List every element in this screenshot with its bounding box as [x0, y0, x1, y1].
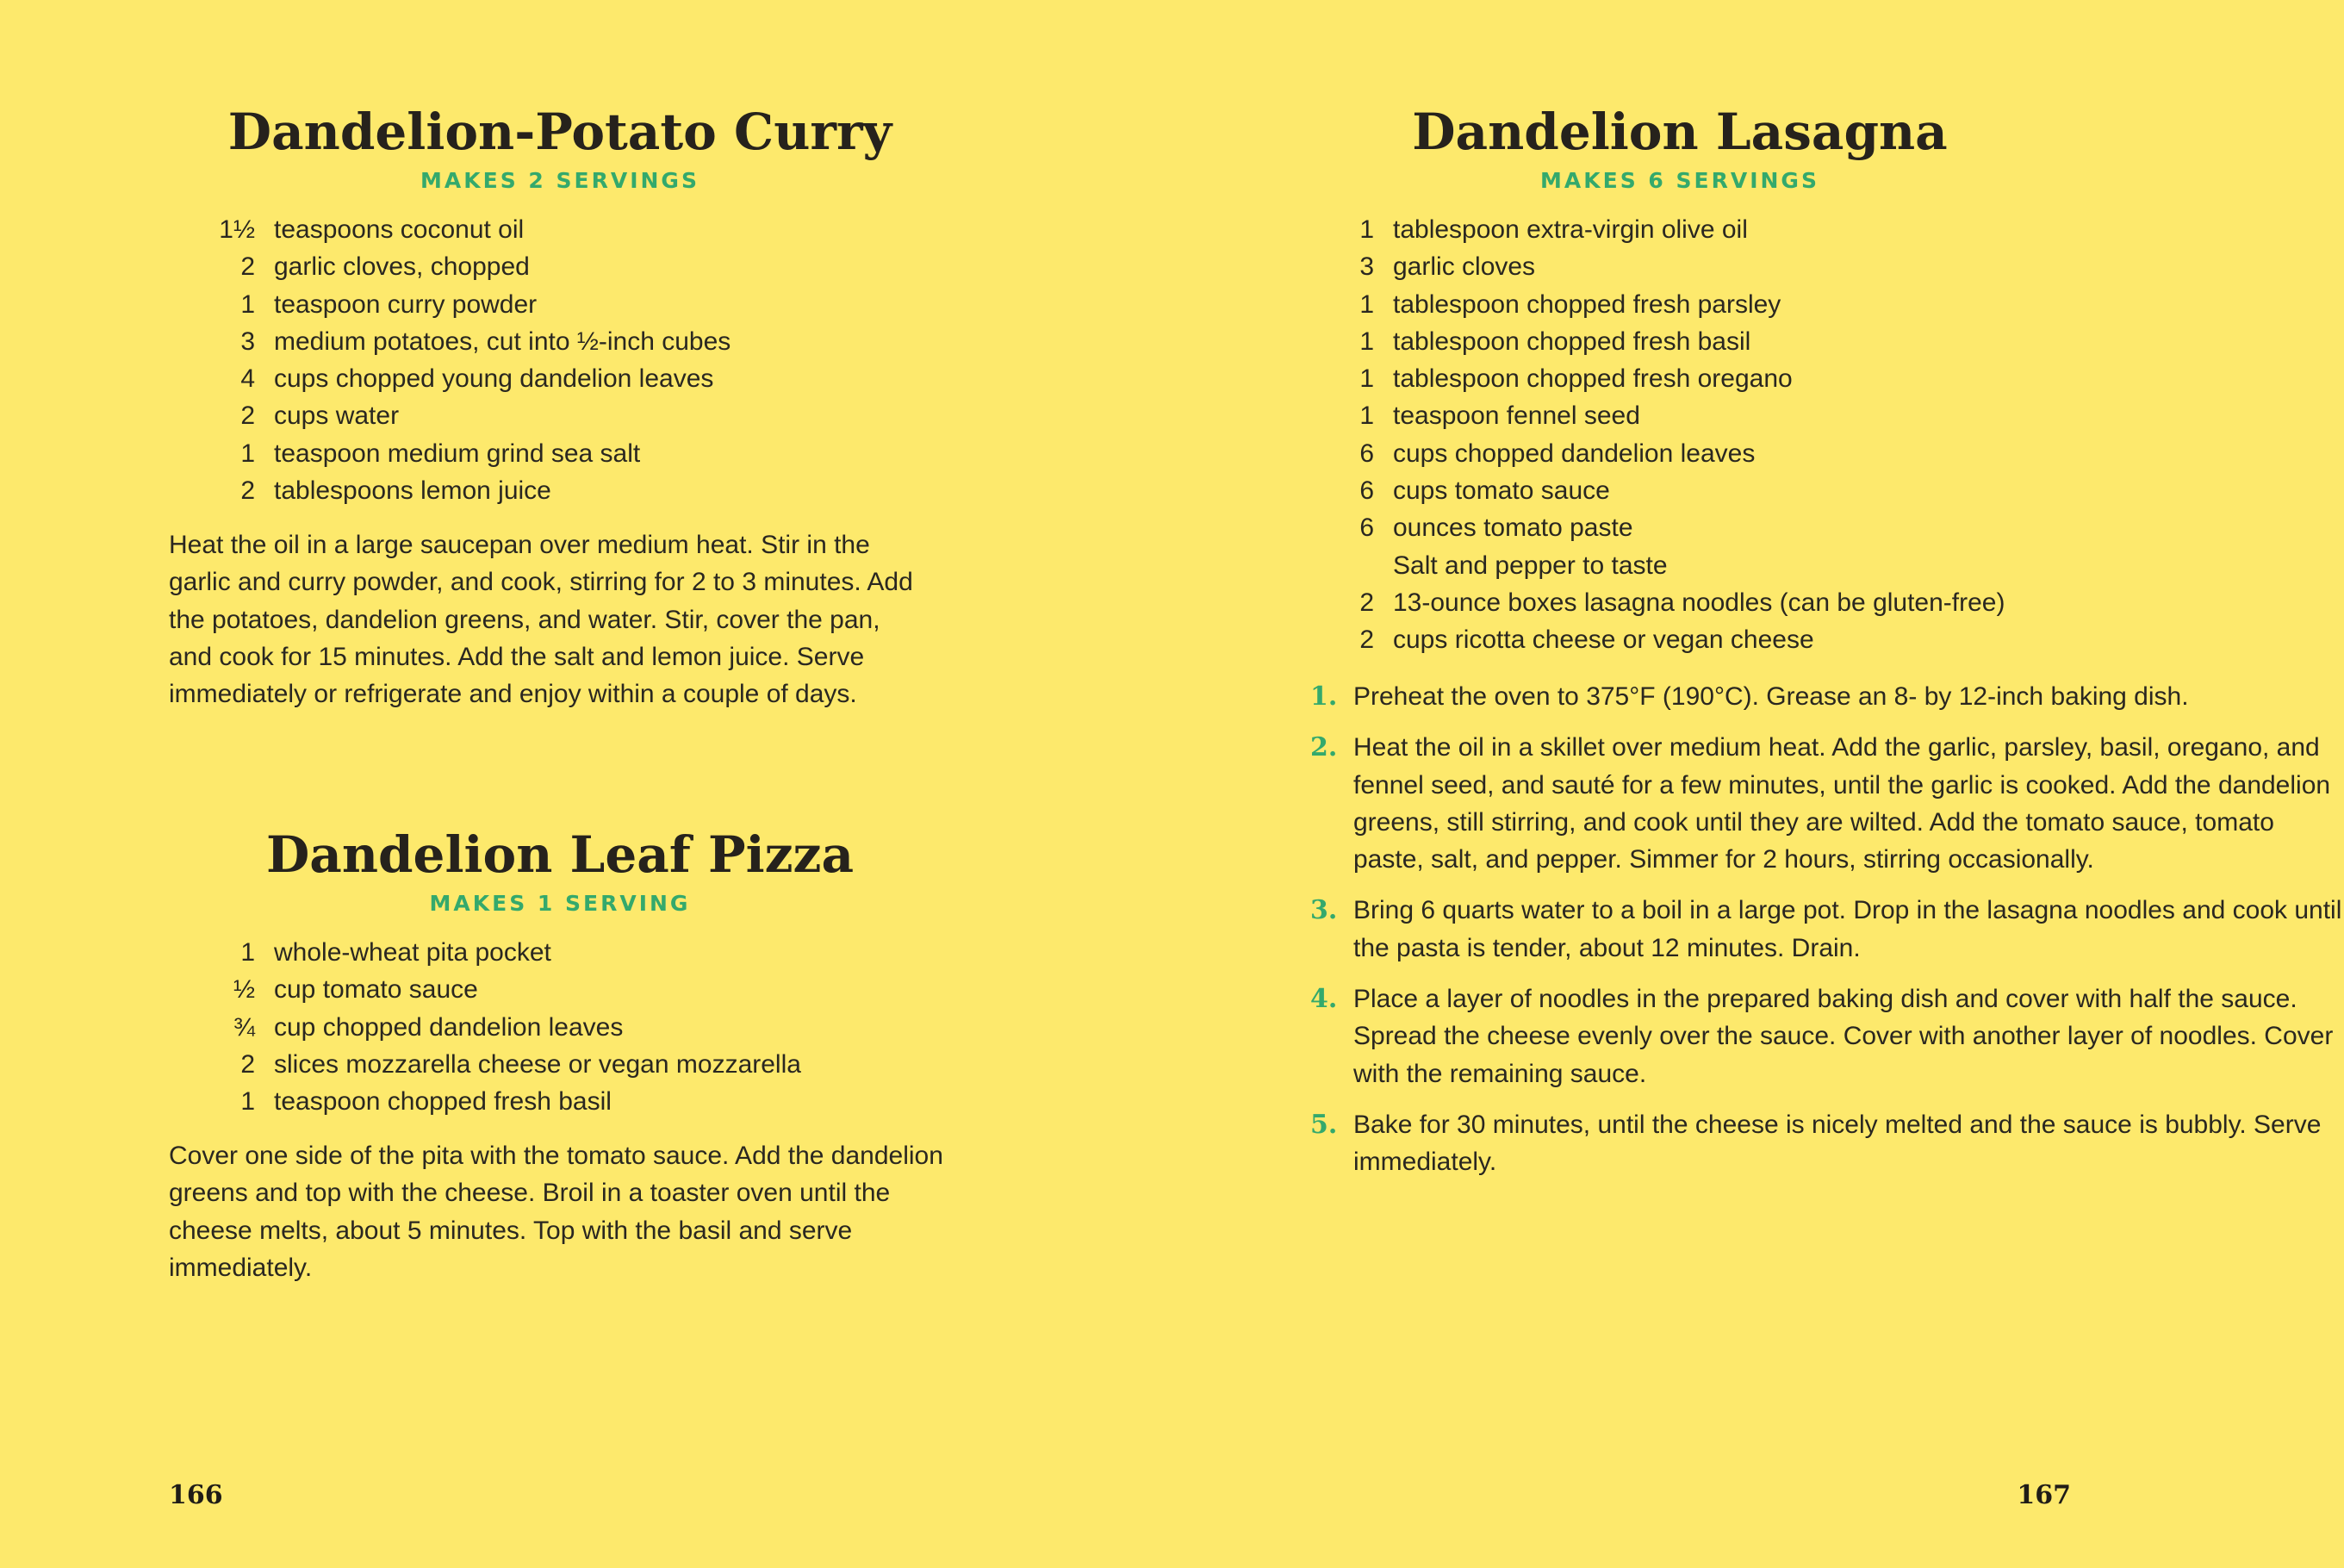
lasagna-steps — [1310, 678, 2344, 1195]
ingredient-item — [240, 472, 731, 509]
step-number: 4. — [1310, 984, 1338, 1015]
curry-instructions: Heat the oil in a large saucepan over medium heat. Stir in the garlic and curry powder, and cook, stirring for 2 to 3 minutes. Add the potatoes, dandelion greens, and water. Stir, cover the pan, and cook for 15 minutes. Add the salt and lemon juice. Serve immediately or refrigerate and enjoy within a couple of days. — [169, 531, 913, 709]
ingredient-qty: 6 — [1359, 439, 1374, 468]
ingredient-item — [240, 248, 731, 285]
step-number: 5. — [1310, 1109, 1338, 1140]
ingredient-qty: 1 — [1359, 327, 1374, 356]
ingredient-text: cup chopped dandelion leaves — [274, 1012, 624, 1042]
ingredient-qty: 3 — [1359, 252, 1374, 282]
ingredient-item — [240, 286, 731, 323]
ingredient-item — [1359, 323, 2005, 360]
ingredient-text: cups water — [274, 401, 400, 431]
step-text: Heat the oil in a skillet over medium heat. Add the garlic, parsley, basil, oregano, and fennel seed, and sauté for a few minutes, until the garlic is cooked. Add the dandelion greens, still stirring, and cook until they are wilted. Add the tomato sauce, tomato paste, salt, and pepper. Simmer for 2 hours, stirring occasionally. — [1353, 733, 2331, 874]
ingredient-item — [1359, 211, 2005, 248]
step-number: 2. — [1310, 732, 1338, 763]
step-text: Place a layer of noodles in the prepared baking dish and cover with half the sauce. Spread the cheese evenly over the sauce. Cover with another layer of noodles. Cover with the remaining sauce. — [1353, 985, 2334, 1088]
ingredient-text: teaspoon fennel seed — [1393, 401, 1640, 431]
ingredient-text: teaspoon medium grind sea salt — [274, 439, 641, 468]
ingredient-qty: 1 — [240, 938, 255, 967]
ingredient-qty: 1 — [240, 439, 255, 468]
ingredient-qty: 2 — [1359, 588, 1374, 617]
ingredient-text: slices mozzarella cheese or vegan mozzarella — [274, 1049, 801, 1079]
ingredient-item — [240, 397, 731, 434]
ingredient-text: garlic cloves — [1393, 252, 1536, 282]
curry-ingredient-list — [219, 211, 731, 509]
ingredient-qty: 1 — [1359, 364, 1374, 394]
ingredient-text: cups chopped dandelion leaves — [1393, 439, 1756, 468]
ingredient-item — [240, 1083, 801, 1120]
ingredient-item — [1393, 547, 2005, 584]
ingredient-qty: ½ — [233, 975, 255, 1005]
ingredient-item — [240, 1046, 801, 1083]
step-number: 3. — [1310, 895, 1338, 926]
ingredient-text: ounces tomato paste — [1393, 513, 1633, 543]
ingredient-item — [1359, 472, 2005, 509]
step-item — [1310, 892, 2344, 967]
ingredient-text: teaspoon curry powder — [274, 289, 538, 319]
curry-servings: MAKES 2 SERVINGS — [420, 168, 699, 193]
ingredient-qty: 3 — [240, 327, 255, 356]
lasagna-servings: MAKES 6 SERVINGS — [1540, 168, 1819, 193]
ingredient-item — [240, 323, 731, 360]
ingredient-text: teaspoons coconut oil — [274, 215, 525, 244]
ingredient-text: cups ricotta cheese or vegan cheese — [1393, 625, 1814, 655]
right-page — [1120, 0, 2342, 1568]
ingredient-qty: 4 — [240, 364, 255, 394]
ingredient-text: cups tomato sauce — [1393, 476, 1610, 506]
left-page — [0, 0, 1120, 1568]
ingredient-qty: ¾ — [233, 1012, 255, 1042]
ingredient-item — [1359, 621, 2005, 658]
ingredient-qty: 6 — [1359, 476, 1374, 506]
ingredient-qty: 6 — [1359, 513, 1374, 543]
pizza-instructions: Cover one side of the pita with the tomato sauce. Add the dandelion greens and top with the cheese. Broil in a toaster oven until the cheese melts, about 5 minutes. Top with the basil and serve immediately. — [169, 1142, 943, 1282]
ingredient-text: tablespoon chopped fresh parsley — [1393, 289, 1781, 319]
ingredient-qty: 2 — [240, 1049, 255, 1079]
pizza-title: Dandelion Leaf Pizza — [265, 825, 855, 884]
step-number: 1. — [1310, 681, 1338, 712]
step-item — [1310, 1106, 2344, 1181]
lasagna-title: Dandelion Lasagna — [1412, 103, 1948, 161]
ingredient-text: Salt and pepper to taste — [1393, 551, 1668, 580]
ingredient-qty: 1½ — [219, 215, 255, 244]
ingredient-text: 13-ounce boxes lasagna noodles (can be gluten-free) — [1393, 588, 2005, 617]
step-item — [1310, 678, 2344, 715]
ingredient-text: tablespoon chopped fresh basil — [1393, 327, 1751, 356]
step-item — [1310, 729, 2344, 878]
ingredient-qty: 1 — [1359, 401, 1374, 431]
ingredient-qty: 2 — [240, 252, 255, 282]
ingredient-item — [1359, 248, 2005, 285]
ingredient-qty: 1 — [1359, 289, 1374, 319]
step-text: Preheat the oven to 375°F (190°C). Grease an 8- by 12-inch baking dish. — [1353, 682, 2189, 711]
ingredient-qty: 2 — [1359, 625, 1374, 655]
ingredient-qty: 1 — [240, 1087, 255, 1117]
ingredient-text: tablespoons lemon juice — [274, 476, 551, 506]
ingredient-item — [219, 211, 731, 248]
ingredient-item — [1359, 509, 2005, 546]
step-text: Bake for 30 minutes, until the cheese is nicely melted and the sauce is bubbly. Serve immediately. — [1353, 1110, 2322, 1177]
ingredient-text: garlic cloves, chopped — [274, 252, 530, 282]
lasagna-ingredient-list — [1359, 211, 2005, 659]
ingredient-text: cups chopped young dandelion leaves — [274, 364, 714, 394]
ingredient-item — [1359, 435, 2005, 472]
pizza-servings: MAKES 1 SERVING — [429, 891, 691, 916]
pizza-ingredient-list — [233, 934, 801, 1120]
ingredient-item — [240, 360, 731, 397]
curry-title: Dandelion-Potato Curry — [227, 103, 892, 161]
ingredient-item — [1359, 584, 2005, 621]
ingredient-text: teaspoon chopped fresh basil — [274, 1087, 612, 1117]
ingredient-item — [1359, 397, 2005, 434]
ingredient-qty: 2 — [240, 476, 255, 506]
ingredient-text: tablespoon chopped fresh oregano — [1393, 364, 1793, 394]
ingredient-qty: 1 — [1359, 215, 1374, 244]
ingredient-qty: 2 — [240, 401, 255, 431]
step-text: Bring 6 quarts water to a boil in a large pot. Drop in the lasagna noodles and cook until the pasta is tender, about 12 minutes. Drain. — [1353, 896, 2342, 962]
ingredient-item — [240, 934, 801, 971]
ingredient-text: cup tomato sauce — [274, 975, 478, 1005]
page-number-right: 167 — [2017, 1480, 2071, 1510]
page-number-left: 166 — [169, 1480, 223, 1510]
ingredient-text: tablespoon extra-virgin olive oil — [1393, 215, 1748, 244]
ingredient-text: whole-wheat pita pocket — [274, 938, 551, 967]
ingredient-text: medium potatoes, cut into ½-inch cubes — [274, 327, 731, 356]
ingredient-item — [233, 971, 801, 1008]
ingredient-item — [1359, 286, 2005, 323]
ingredient-item — [240, 435, 731, 472]
step-item — [1310, 980, 2344, 1092]
ingredient-item — [1359, 360, 2005, 397]
ingredient-item — [233, 1009, 801, 1046]
ingredient-qty: 1 — [240, 289, 255, 319]
